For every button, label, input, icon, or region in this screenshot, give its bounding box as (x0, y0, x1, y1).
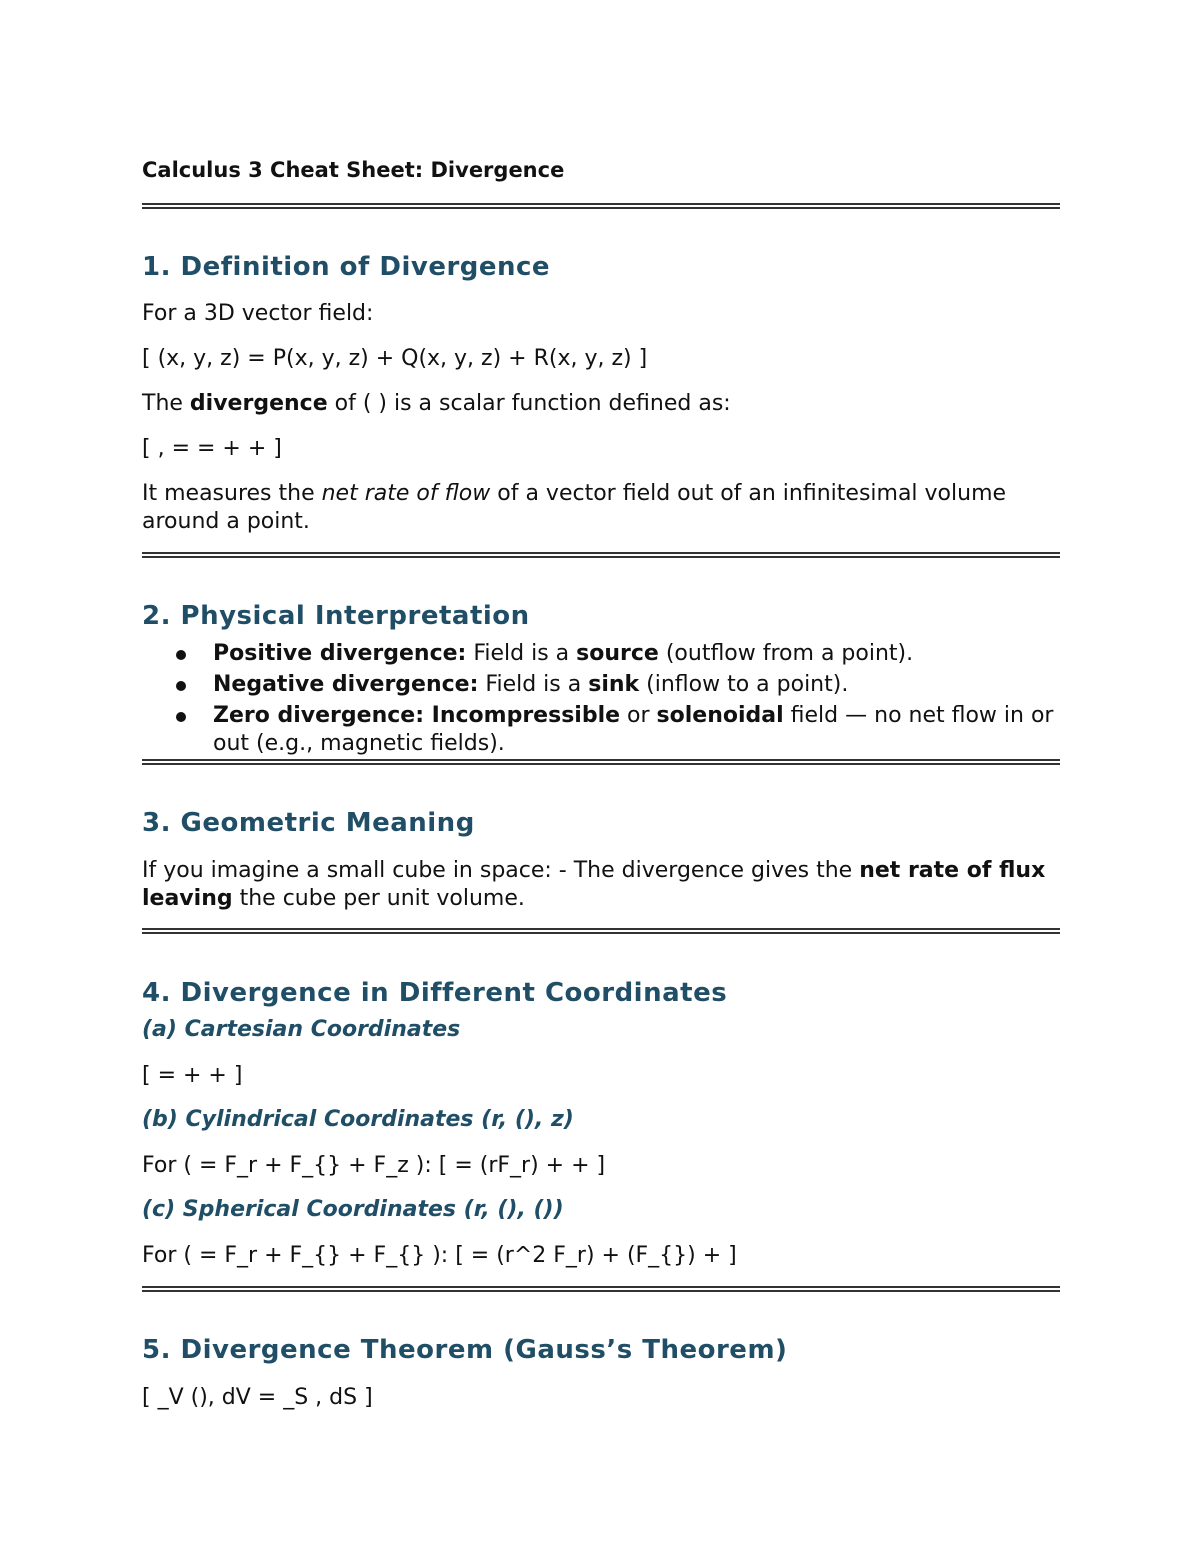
cylindrical-equation: For ( = F_r + F_{} + F_z ): [ = (rF_r) + + ] (142, 1153, 606, 1178)
section-1-heading: 1. Definition of Divergence (142, 252, 551, 282)
cartesian-equation: [ = + + ] (142, 1063, 243, 1088)
divergence-meaning: It measures the net rate of flow of a vector field out of an infinitesimal volume around a point. (142, 481, 1007, 534)
divergence-definition: The divergence of ( ) is a scalar function defined as: (142, 391, 731, 416)
divergence-equation: [ , = = + + ] (142, 436, 282, 461)
list-item: Zero divergence: Incompressible or solenoidal field — no net flow in or out (e.g., magnetic fields). (142, 702, 1060, 758)
divider (142, 552, 1060, 558)
divider (142, 928, 1060, 934)
vector-field-equation: [ (x, y, z) = P(x, y, z) + Q(x, y, z) + R(x, y, z) ] (142, 346, 648, 371)
section-5-heading: 5. Divergence Theorem (Gauss’s Theorem) (142, 1335, 788, 1365)
list-item: Negative divergence: Field is a sink (inflow to a point). (142, 671, 1060, 699)
bullet-icon (176, 681, 186, 691)
divergence-theorem-equation: [ _V (), dV = _S , dS ] (142, 1385, 373, 1410)
divider (142, 203, 1060, 209)
section-2-heading: 2. Physical Interpretation (142, 601, 530, 631)
bullet-icon (176, 712, 186, 722)
cartesian-heading: (a) Cartesian Coordinates (142, 1017, 461, 1042)
document-title: Calculus 3 Cheat Sheet: Divergence (142, 158, 565, 182)
cylindrical-heading: (b) Cylindrical Coordinates (r, (), z) (142, 1107, 574, 1132)
interpretation-list (142, 640, 1060, 761)
geometric-meaning-text: If you imagine a small cube in space: - The divergence gives the net rate of flux leaving the cube per unit volume. (142, 858, 1046, 911)
divider (142, 759, 1060, 765)
spherical-heading: (c) Spherical Coordinates (r, (), ()) (142, 1197, 564, 1222)
section-3-heading: 3. Geometric Meaning (142, 808, 475, 838)
bullet-icon (176, 650, 186, 660)
divider (142, 1286, 1060, 1292)
list-item: Positive divergence: Field is a source (outflow from a point). (142, 640, 1060, 668)
field-intro: For a 3D vector field: (142, 301, 374, 326)
section-4-heading: 4. Divergence in Different Coordinates (142, 978, 728, 1008)
spherical-equation: For ( = F_r + F_{} + F_{} ): [ = (r^2 F_r) + (F_{}) + ] (142, 1243, 737, 1268)
